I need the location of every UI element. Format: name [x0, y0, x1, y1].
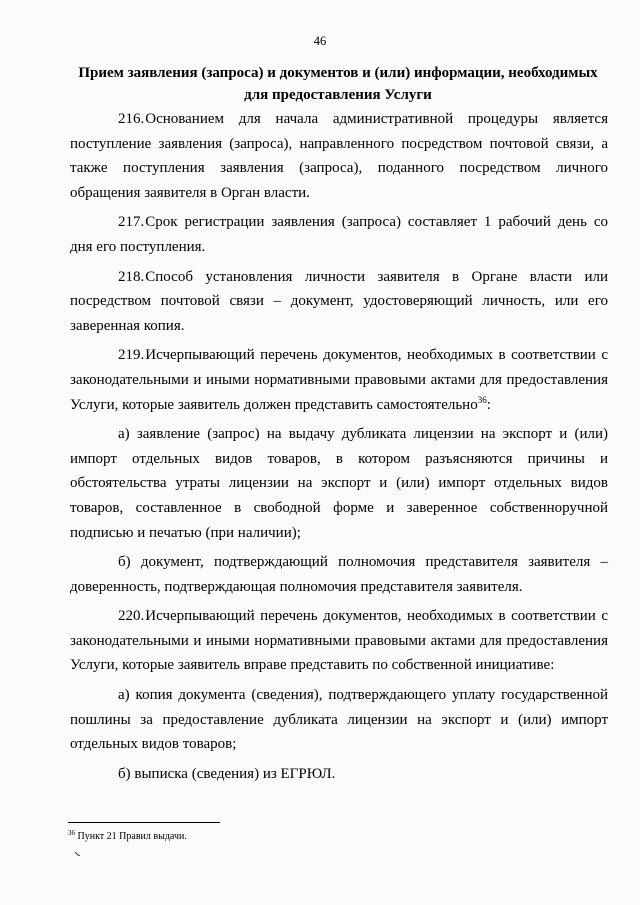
footnote-reference: 36: [477, 394, 487, 405]
scan-artifact-mark: [75, 852, 81, 856]
paragraph-number: 220.: [118, 608, 145, 625]
footnote-divider: [68, 822, 220, 823]
paragraph-number: 219.: [118, 347, 145, 364]
paragraph-219: [70, 343, 608, 417]
section-heading: Прием заявления (запроса) и документов и (или) информации, необходимых для предоставления Услуги: [78, 65, 598, 103]
paragraph-220-a: [70, 683, 608, 757]
paragraph-number: 217.: [118, 214, 145, 231]
paragraph-219-b: [70, 550, 608, 599]
paragraph-220: [70, 604, 608, 678]
paragraph-text: Исчерпывающий перечень документов, необходимых в соответствии с законодательными и иными нормативными правовыми актами для предоставления Услуги, которые заявитель должен представить самостоятельно: [70, 347, 608, 413]
paragraph-text-tail: :: [486, 396, 491, 413]
paragraph-217: [70, 210, 608, 259]
paragraph-text: а) заявление (запрос) на выдачу дубликата лицензии на экспорт и (или) импорт отдельных видов товаров, в котором разъясняются причины и обстоятельства утраты лицензии на экспорт и (или) импорт отдельных видов товаров, составленное в свободной форме и заверенное собственноручной подписью и печатью (при наличии);: [70, 426, 608, 541]
footnote: [68, 831, 187, 843]
paragraph-text: б) документ, подтверждающий полномочия представителя заявителя – доверенность, подтверждающая полномочия представителя заявителя.: [70, 554, 608, 595]
paragraph-218: [70, 265, 608, 339]
paragraph-text: Исчерпывающий перечень документов, необходимых в соответствии с законодательными и иными нормативными правовыми актами для предоставления Услуги, которые заявитель вправе представить по собственной инициативе:: [70, 608, 608, 674]
paragraph-number: 216.: [118, 111, 145, 127]
page-number: 46: [313, 34, 327, 48]
paragraph-219-a: [70, 422, 608, 545]
footnote-text: Пункт 21 Правил выдачи.: [77, 831, 187, 842]
paragraph-text: Способ установления личности заявителя в Органе власти или посредством почтовой связи – документ, удостоверяющий личность, или его заверенная копия.: [70, 268, 608, 334]
paragraph-number: 218.: [118, 268, 145, 285]
paragraph-220-b: [70, 762, 608, 787]
footnote-marker: 36: [68, 829, 75, 837]
paragraph-text: Основанием для начала административной процедуры является поступление заявления (запроса), направленного посредством почтовой связи, а также поступления заявления (запроса), поданного посредством личного обращения заявителя в Орган власти.: [70, 111, 608, 201]
paragraph-216: [70, 107, 608, 205]
paragraph-text: Срок регистрации заявления (запроса) составляет 1 рабочий день со дня его поступления.: [70, 214, 608, 255]
document-body: [70, 107, 608, 791]
paragraph-text: а) копия документа (сведения), подтверждающего уплату государственной пошлины за предоставление дубликата лицензии на экспорт и (или) импорт отдельных видов товаров;: [70, 687, 608, 753]
paragraph-text: б) выписка (сведения) из ЕГРЮЛ.: [118, 765, 336, 782]
